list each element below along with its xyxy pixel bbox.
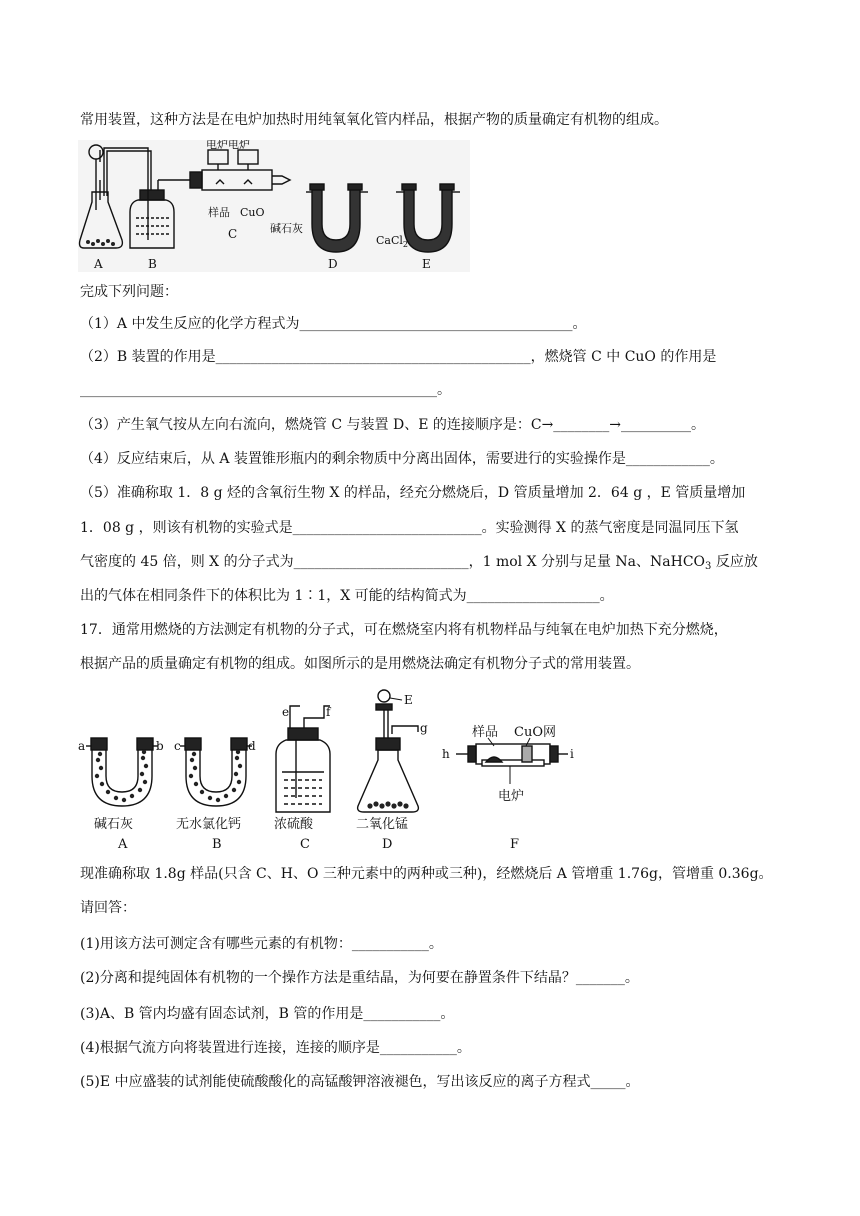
problem-17-data: 现准确称取 1.8g 样品(只含 C、H、O 三种元素中的两种或三种)，经燃烧后 A 管增重 1.76g，管增重 0.36g。 [80, 866, 773, 882]
cacl-sub: 2 [402, 240, 409, 249]
port-e: e [282, 705, 290, 719]
fig2-label-B: B [212, 837, 222, 852]
u-tube-B [180, 738, 252, 806]
port-f: f [326, 705, 331, 719]
sub-question-5: (5)E 中应盛装的试剂能使硫酸酸化的高锰酸钾溶液褪色，写出该反应的离子方程式_____。 [80, 1074, 640, 1090]
u-tube-A [86, 738, 158, 806]
svg-text:CaCl2 [376, 234, 408, 249]
apparatus-figure-1 [78, 140, 470, 272]
question-5-cont-1: 1．08 g ，则该有机物的实验式是___________________________。实验测得 X 的蒸气密度是同温同压下氢 [80, 520, 739, 536]
port-g: g [420, 721, 428, 735]
fig2-label-C: C [300, 837, 310, 852]
label-E: E [404, 693, 413, 707]
problem-17: 17．通常用燃烧的方法测定有机物的分子式，可在燃烧室内将有机物样品与纯氧在电炉加热下充分燃烧， [80, 622, 728, 638]
question-3: （3）产生氧气按从左向右流向，燃烧管 C 与装置 D、E 的连接顺序是：C→________→__________。 [80, 417, 706, 433]
sample-label: 样品 [472, 725, 499, 740]
furnace-label: 电炉 [498, 789, 525, 804]
port-i: i [570, 747, 574, 761]
sub-question-2: (2)分离和提纯固体有机物的一个操作方法是重结晶，为何要在静置条件下结晶？_______。 [80, 970, 639, 986]
cuo-net-label: CuO网 [514, 725, 556, 740]
tube-C [190, 150, 290, 190]
fig1-label-A: A [94, 257, 103, 271]
port-h: h [442, 747, 450, 761]
sample-label: 样品 [208, 206, 230, 219]
fig1-label-B: B [148, 257, 157, 271]
mno2-solid [367, 801, 408, 808]
question-4: （4）反应结束后，从 A 装置锥形瓶内的剩余物质中分离出固体，需要进行的实验操作是____________。 [80, 451, 724, 467]
question-5-cont-2 [80, 552, 758, 577]
bottle-C [276, 706, 330, 812]
q5-text-a: 气密度的 45 倍，则 X 的分子式为_________________________，1 mol X 分别与足量 Na、NaHCO [80, 554, 706, 570]
port-c: c [174, 739, 181, 753]
u-tube-D [306, 184, 368, 252]
name-A: 碱石灰 [94, 817, 134, 832]
flask-D [358, 690, 419, 812]
bottle-B [130, 180, 198, 248]
question-5-cont-3: 出的气体在相同条件下的体积比为 1∶1，X 可能的结构简式为___________________。 [80, 588, 614, 604]
name-B: 无水氯化钙 [176, 817, 242, 832]
sub-question-3: (3)A、B 管内均盛有固态试剂，B 管的作用是___________。 [80, 1006, 455, 1022]
cacl-label: CaCl [376, 234, 403, 247]
problem-17-cont: 根据产品的质量确定有机物的组成。如图所示的是用燃烧法确定有机物分子式的常用装置。 [80, 656, 640, 672]
instruction-line: 完成下列问题： [80, 284, 178, 300]
fig2-label-A: A [118, 837, 128, 852]
fig2-label-F: F [510, 837, 520, 852]
furnace-label: 电炉电炉 [206, 140, 250, 151]
port-d: d [248, 739, 256, 753]
apparatus-diagram-2 [78, 688, 598, 854]
fig1-label-E: E [422, 257, 431, 271]
fig1-label-D: D [328, 257, 338, 271]
port-a: a [78, 739, 86, 753]
intro-line: 常用装置，这种方法是在电炉加热时用纯氧氧化管内样品，根据产物的质量确定有机物的组成。 [80, 112, 668, 128]
fig2-label-D: D [382, 837, 393, 852]
cuo-label: CuO [240, 206, 265, 219]
question-1: （1）A 中发生反应的化学方程式为_______________________________________。 [80, 316, 587, 332]
q5-subscript: 3 [705, 561, 712, 572]
q5-text-b: 反应放 [711, 554, 758, 570]
sub-question-4: (4)根据气流方向将装置进行连接，连接的顺序是___________。 [80, 1040, 471, 1056]
soda-lime-label: 碱石灰 [270, 222, 303, 235]
sub-question-1: (1)用该方法可测定含有哪些元素的有机物：___________。 [80, 936, 443, 952]
question-2: （2）B 装置的作用是_____________________________________________，燃烧管 C 中 CuO 的作用是 [80, 349, 717, 365]
question-2-cont: ___________________________________________________。 [80, 382, 451, 398]
apparatus-figure-2 [78, 688, 598, 854]
tube-F [456, 738, 568, 784]
name-C: 浓硫酸 [274, 817, 314, 832]
name-D: 二氧化锰 [356, 817, 409, 832]
port-b: b [156, 739, 164, 753]
please-answer: 请回答： [80, 900, 136, 916]
question-5: （5）准确称取 1．8 g 烃的含氧衍生物 X 的样品，经充分燃烧后，D 管质量增加 2．64 g ，E 管质量增加 [80, 485, 746, 501]
fig1-label-C: C [228, 227, 238, 241]
apparatus-diagram-1 [78, 140, 470, 272]
